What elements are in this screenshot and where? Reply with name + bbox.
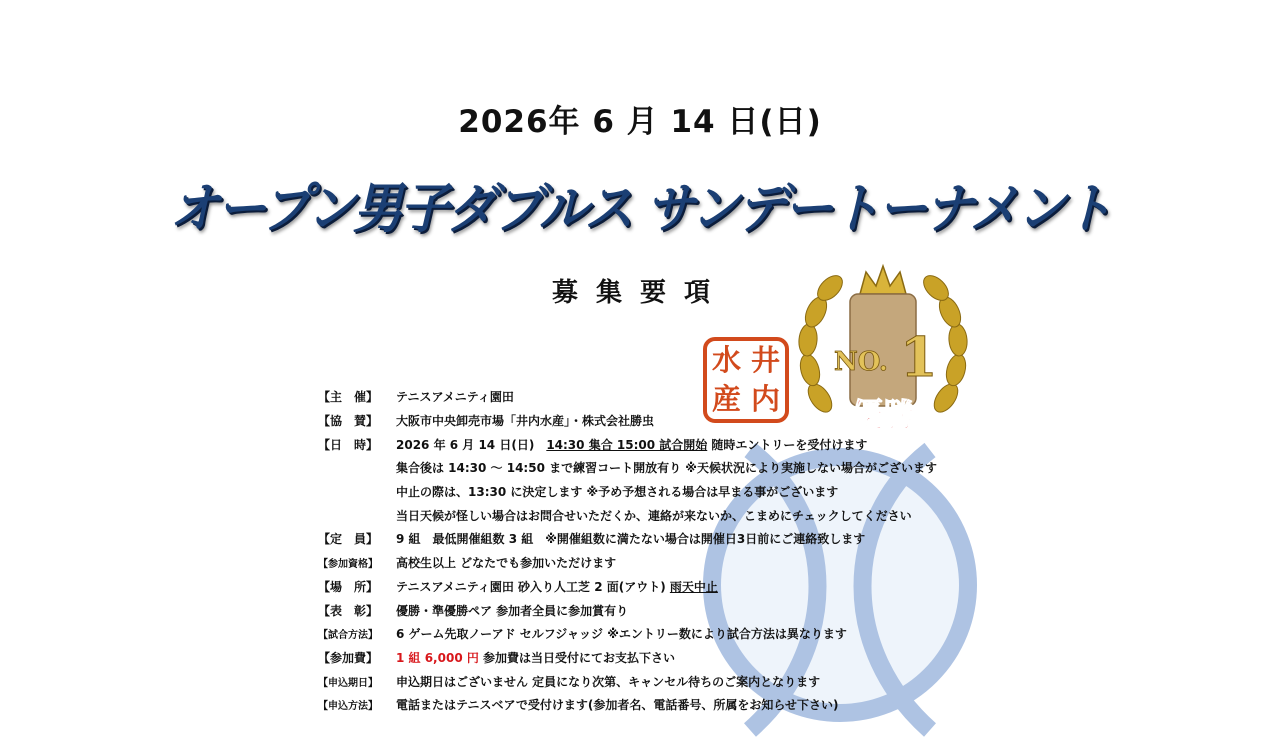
info-row-text: 雨天中止 (669, 579, 718, 594)
stamp-char: 内 (750, 382, 780, 416)
info-row-label: 【参加費】 (318, 650, 379, 665)
info-row-value (396, 459, 937, 476)
award-no-text: NO. (834, 347, 888, 377)
info-row (318, 575, 937, 599)
info-row (318, 551, 937, 575)
event-title: オープン男子ダブルス サンデートーナメント (169, 177, 1111, 240)
info-row-value (396, 483, 838, 500)
info-row-text: 14:30 集合 15:00 試合開始 (546, 437, 708, 452)
event-date-heading: 2026年 6 月 14 日(日) (458, 104, 822, 140)
stamp-char: 水 (711, 343, 741, 377)
stamp-char: 井 (750, 343, 780, 377)
info-row-label: 【協 賛】 (318, 414, 379, 429)
info-row-value (396, 412, 654, 429)
info-row-text: 優勝・準優勝ペア 参加者全員に参加賞有り (396, 603, 629, 618)
info-row-label: 【主 催】 (318, 390, 379, 405)
info-row (318, 480, 937, 504)
info-row-text: 申込期日はございません 定員になり次第、キャンセル待ちのご案内となります (396, 674, 821, 689)
info-row (318, 622, 937, 646)
info-row-label: 【定 員】 (318, 532, 379, 547)
info-row-value (396, 507, 912, 524)
stamp-char: 産 (711, 382, 741, 416)
info-row-text: 参加費は当日受付にてお支払下さい (478, 650, 676, 665)
info-row-text: 9 組 最低開催組数 3 組 ※開催組数に満たない場合は開催日3日前にご連絡致します (396, 532, 866, 547)
info-row-text: 当日天候が怪しい場合はお問合せいただくか、連絡が来ないか、こまめにチェックしてください (396, 508, 912, 523)
no1-victory-award-icon (798, 258, 968, 438)
info-row-text: 大阪市中央卸売市場「井内水産」・株式会社勝虫 (396, 414, 655, 429)
award-win-text: 優勝 (850, 396, 916, 434)
info-row-value (396, 673, 820, 690)
info-row-value (396, 530, 865, 547)
info-row-text: テニスアメニティ園田 (396, 390, 514, 405)
info-row (318, 598, 937, 622)
info-row (318, 646, 937, 670)
info-row (318, 527, 937, 551)
award-one-text: 1 (900, 325, 938, 389)
info-row-value (396, 388, 514, 405)
info-row-text: 高校生以上 どなたでも参加いただけます (396, 556, 617, 571)
info-row-label: 【申込方法】 (318, 701, 378, 713)
info-row (318, 693, 937, 717)
info-row-label: 【場 所】 (318, 579, 379, 594)
info-row-text: 中止の際は、13:30 に決定します ※予め予想される場合は早まる事がございます (396, 485, 839, 500)
iuchi-suisan-stamp (703, 337, 789, 423)
info-row-label: 【参加資格】 (318, 559, 378, 571)
info-row-text: 随時エントリーを受付けます (707, 437, 868, 452)
info-row-value (396, 649, 675, 666)
info-row-value (396, 578, 718, 595)
info-row-label: 【申込期日】 (318, 677, 378, 689)
info-row-value (396, 602, 628, 619)
info-row-value (396, 554, 616, 571)
info-row-text: 2026 年 6 月 14 日(日) (396, 437, 547, 452)
info-row (318, 669, 937, 693)
info-row-label: 【日 時】 (318, 437, 379, 452)
info-row-label: 【試合方法】 (318, 630, 378, 642)
info-row-text: 6 ゲーム先取ノーアド セルフジャッジ ※エントリー数により試合方法は異なります (396, 627, 847, 642)
info-row-value (396, 696, 839, 713)
info-row (318, 503, 937, 527)
info-row-value (396, 625, 847, 642)
info-row-text: 1 組 6,000 円 (396, 650, 479, 665)
recruitment-subtitle: 募集要項 (551, 278, 728, 308)
info-row-value (396, 436, 867, 453)
info-row-label: 【表 彰】 (318, 603, 379, 618)
info-row-text: テニスアメニティ園田 砂入り人工芝 2 面(アウト) (396, 579, 670, 594)
info-row (318, 456, 937, 480)
info-row-text: 電話またはテニスベアで受付けます(参加者名、電話番号、所属をお知らせ下さい) (396, 698, 839, 713)
info-row-text: 集合後は 14:30 ～ 14:50 まで練習コート開放有り ※天候状況により実施しない場合がございます (396, 461, 937, 476)
